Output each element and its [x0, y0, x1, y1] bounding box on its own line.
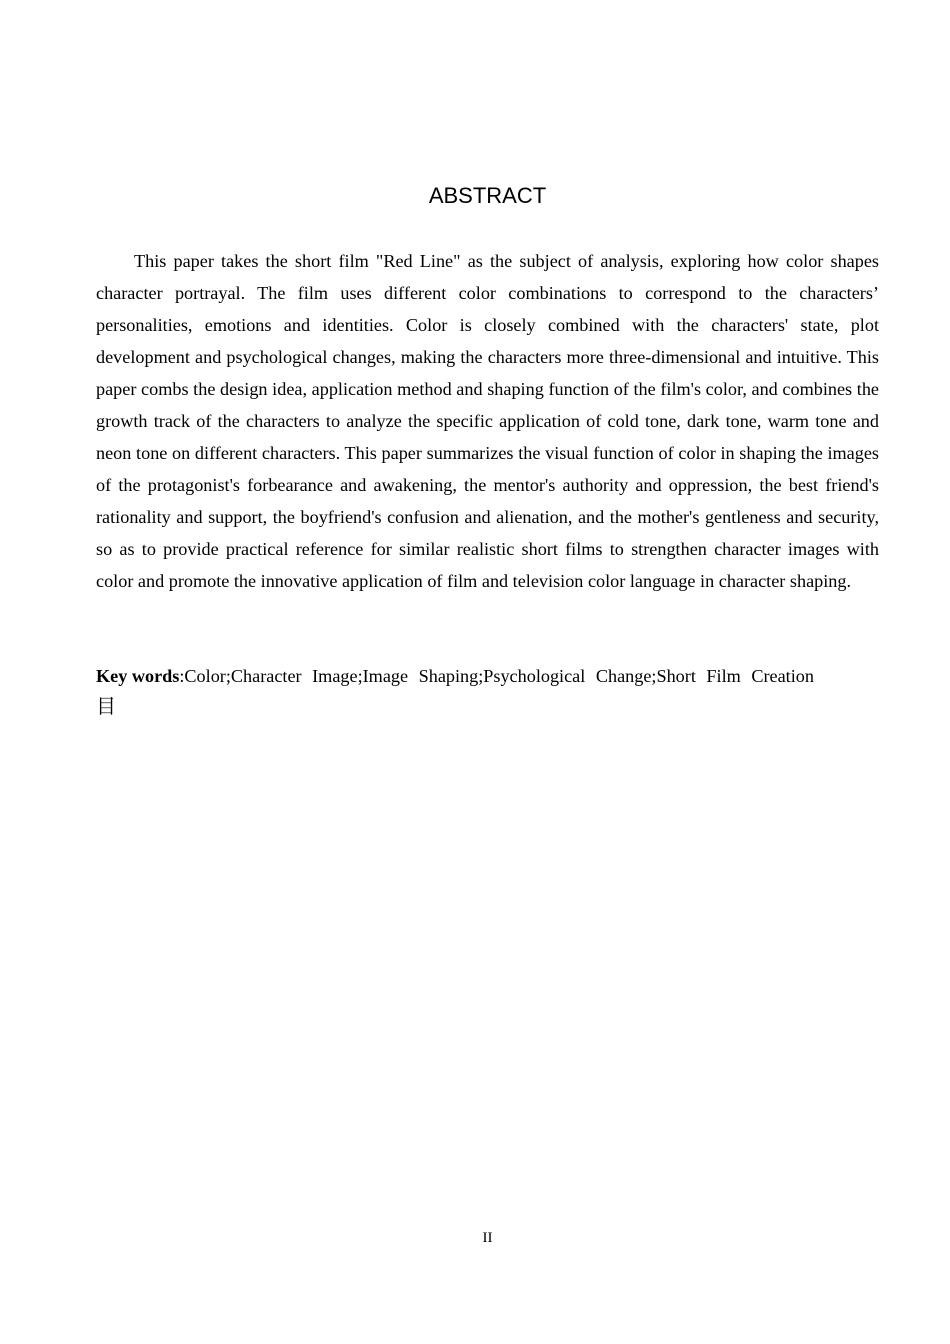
keywords-line — [96, 660, 879, 692]
abstract-title: ABSTRACT — [428, 183, 547, 208]
keywords-value: :Color;Character Image;Image Shaping;Psychological Change;Short Film Creation — [179, 666, 814, 686]
toc-heading-fragment: 目 — [96, 694, 116, 718]
page-number: II — [482, 1230, 493, 1246]
abstract-paragraph: This paper takes the short film "Red Line" as the subject of analysis, exploring how color shapes character portrayal. The film uses different color combinations to correspond to the characters’ personalities, emotions and identities. Color is closely combined with the characters' state, plot development and psychological changes, making the characters more three-dimensional and intuitive. This paper combs the design idea, application method and shaping function of the film's color, and combines the growth track of the characters to analyze the specific application of cold tone, dark tone, warm tone and neon tone on different characters. This paper summarizes the visual function of color in shaping the images of the protagonist's forbearance and awakening, the mentor's authority and oppression, the best friend's rationality and support, the boyfriend's confusion and alienation, and the mother's gentleness and security, so as to provide practical reference for similar realistic short films to strengthen character images with color and promote the innovative application of film and television color language in character shaping. — [96, 251, 879, 591]
keywords-label: Key words — [96, 666, 180, 686]
